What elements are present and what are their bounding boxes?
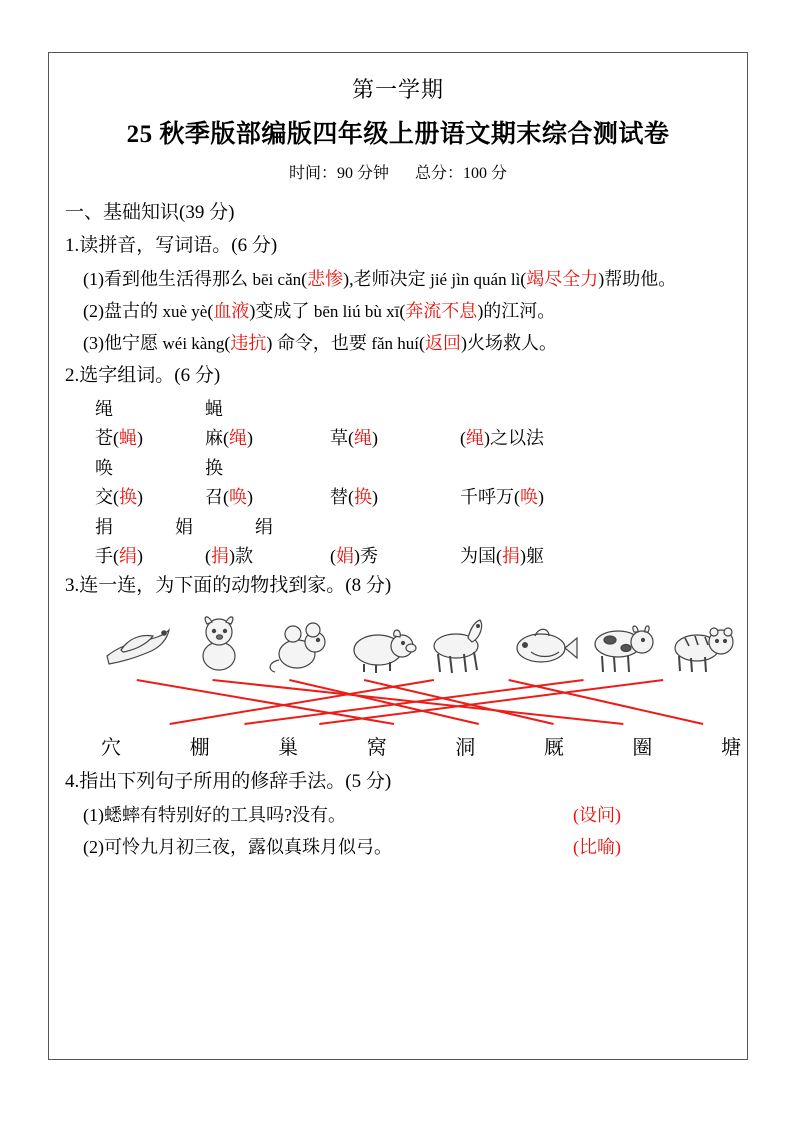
choose-char-answers xyxy=(65,424,731,450)
item-label: (2) xyxy=(83,300,104,321)
pinyin-text: jié jìn quán lì xyxy=(430,269,521,289)
sentence-text: )火场救人。 xyxy=(461,332,558,353)
choose-char-answers xyxy=(65,542,731,568)
answer-text: 唤 xyxy=(229,487,247,508)
sentence-text: )变成了 xyxy=(249,300,314,321)
question-4-item xyxy=(65,801,731,827)
blank-prefix: 替( xyxy=(330,487,354,508)
horse-icon xyxy=(424,612,498,678)
exam-meta xyxy=(65,160,731,183)
home-word: 塘 xyxy=(720,736,741,759)
home-word: 圈 xyxy=(632,736,653,759)
sentence-text: ) 命令，也要 xyxy=(266,332,372,353)
answer-text: 违抗 xyxy=(230,332,267,353)
blank-item xyxy=(205,483,330,509)
option-char: 捐 xyxy=(95,517,113,538)
item-label: (1) xyxy=(83,268,104,289)
matching-exercise xyxy=(65,606,741,766)
answer-text: 捐 xyxy=(502,546,520,567)
home-word: 厩 xyxy=(543,736,564,759)
choose-char-answers xyxy=(65,483,731,509)
pinyin-text: wéi kàng xyxy=(162,333,225,353)
home-word: 洞 xyxy=(455,736,476,759)
blank-item xyxy=(95,483,205,509)
blank-suffix: ) xyxy=(137,546,143,567)
sentence-text: )帮助他。 xyxy=(598,268,677,289)
blank-prefix: 召( xyxy=(205,487,229,508)
answer-text: 血液 xyxy=(213,300,250,321)
question-3-prompt: 3.连一连，为下面的动物找到家。(8 分) xyxy=(65,575,392,597)
sentence-text: )的江河。 xyxy=(477,300,556,321)
blank-suffix: ) xyxy=(372,428,378,449)
blank-prefix: ( xyxy=(205,546,211,567)
option-char: 绳 xyxy=(95,399,113,420)
question-2-prompt: 2.选字组词。(6 分) xyxy=(65,364,221,386)
blank-suffix: ) xyxy=(247,428,253,449)
fish-icon xyxy=(505,612,579,678)
blank-suffix: ) xyxy=(247,487,253,508)
blank-suffix: )之以法 xyxy=(484,428,544,449)
blank-item xyxy=(95,424,205,450)
answer-text: 捐 xyxy=(211,546,229,567)
blank-prefix: 苍( xyxy=(95,428,119,449)
pinyin-text: bēn liú bù xī xyxy=(313,301,400,321)
blank-prefix: 草( xyxy=(330,428,354,449)
sentence-text: ( xyxy=(399,300,406,321)
blank-prefix: 为国( xyxy=(460,546,502,567)
question-1-prompt: 1.读拼音，写词语。(6 分) xyxy=(65,235,278,256)
answer-text: 悲惨 xyxy=(307,268,344,289)
answer-text: 绢 xyxy=(119,546,137,567)
question-2-groups xyxy=(65,395,731,568)
answer-text: 绳 xyxy=(229,428,247,449)
blank-item xyxy=(460,542,544,568)
blank-prefix: ( xyxy=(460,428,466,449)
option-char: 换 xyxy=(205,458,223,479)
sentence-text: ( xyxy=(520,268,527,289)
sentence-text: ),老师决定 xyxy=(343,268,431,289)
item-label: (3) xyxy=(83,332,104,353)
cow-icon xyxy=(586,612,660,678)
answer-text: 绳 xyxy=(466,428,484,449)
blank-item xyxy=(330,483,460,509)
animal-homes-row xyxy=(101,731,741,760)
pinyin-text: fǎn huí xyxy=(371,333,420,353)
blank-prefix: 交( xyxy=(95,487,119,508)
answer-text: 换 xyxy=(119,487,137,508)
option-char: 绢 xyxy=(255,517,273,538)
blank-item xyxy=(95,542,205,568)
home-word: 窝 xyxy=(366,736,387,759)
answer-text: 绳 xyxy=(354,428,372,449)
option-char: 娟 xyxy=(175,517,193,538)
mouse-icon xyxy=(263,612,337,678)
blank-suffix: )款 xyxy=(229,546,253,567)
blank-suffix: ) xyxy=(372,487,378,508)
option-char: 蝇 xyxy=(205,399,223,420)
blank-item xyxy=(460,424,544,450)
pig-icon xyxy=(344,612,418,678)
option-char: 唤 xyxy=(95,458,113,479)
blank-item xyxy=(460,483,544,509)
sentence-text: ( xyxy=(207,300,214,321)
choose-char-options xyxy=(65,513,731,539)
answer-text: 唤 xyxy=(520,487,538,508)
sentence-text: 盘古的 xyxy=(104,300,163,321)
sentence-text: ( xyxy=(419,332,426,353)
sentence-text: 看到他生活得那么 xyxy=(104,268,253,289)
page-title-line2: 25 秋季版部编版四年级上册语文期末综合测试卷 xyxy=(126,121,670,148)
blank-prefix: 千呼万( xyxy=(460,487,520,508)
blank-prefix: 麻( xyxy=(205,428,229,449)
home-word: 巢 xyxy=(278,736,299,759)
answer-text: 竭尽全力 xyxy=(526,268,599,289)
question-1-item xyxy=(65,330,731,357)
sentence-text: (1)蟋蟀有特别好的工具吗?没有。 xyxy=(83,805,346,826)
home-word: 棚 xyxy=(189,736,210,759)
question-4-prompt: 4.指出下列句子所用的修辞手法。(5 分) xyxy=(65,770,392,792)
blank-suffix: ) xyxy=(137,428,143,449)
blank-prefix: ( xyxy=(330,546,336,567)
page-title-line1: 第一学期 xyxy=(351,77,444,102)
pinyin-text: bēi cǎn xyxy=(252,269,302,289)
answer-text: 娟 xyxy=(336,546,354,567)
blank-suffix: ) xyxy=(137,487,143,508)
answer-text: (比喻) xyxy=(573,837,621,858)
home-word: 穴 xyxy=(101,736,121,759)
answer-text: (设问) xyxy=(573,805,621,826)
blank-item xyxy=(205,424,330,450)
sentence-text: (2)可怜九月初三夜，露似真珠月似弓。 xyxy=(83,837,392,858)
answer-text: 换 xyxy=(354,487,372,508)
tiger-icon xyxy=(667,612,741,678)
question-1-item xyxy=(65,266,731,293)
question-4-items xyxy=(65,801,731,859)
blank-item xyxy=(330,424,460,450)
question-4-item xyxy=(65,833,731,859)
exam-paper-page xyxy=(48,52,748,1060)
sentence-text: 他宁愿 xyxy=(104,332,163,353)
blank-item xyxy=(205,542,330,568)
answer-text: 蝇 xyxy=(119,428,137,449)
answer-text: 奔流不息 xyxy=(405,300,478,321)
pinyin-text: xuè yè xyxy=(162,301,208,321)
exam-total-score: 总分：100 分 xyxy=(415,165,508,182)
blank-suffix: )躯 xyxy=(520,546,544,567)
sentence-text: ( xyxy=(224,332,231,353)
dog-icon xyxy=(182,612,256,678)
sentence-text: ( xyxy=(301,268,308,289)
choose-char-options xyxy=(65,454,731,480)
question-1-item xyxy=(65,298,731,325)
animal-images-row xyxy=(101,606,741,678)
blank-prefix: 手( xyxy=(95,546,119,567)
section-heading: 一、基础知识(39 分) xyxy=(65,202,235,223)
blank-suffix: )秀 xyxy=(354,546,378,567)
answer-text: 返回 xyxy=(425,332,462,353)
choose-char-options xyxy=(65,395,731,421)
blank-suffix: ) xyxy=(538,487,544,508)
question-1-items xyxy=(65,266,731,357)
blank-item xyxy=(330,542,460,568)
exam-time: 时间：90 分钟 xyxy=(288,165,389,182)
bird-icon xyxy=(101,612,175,678)
